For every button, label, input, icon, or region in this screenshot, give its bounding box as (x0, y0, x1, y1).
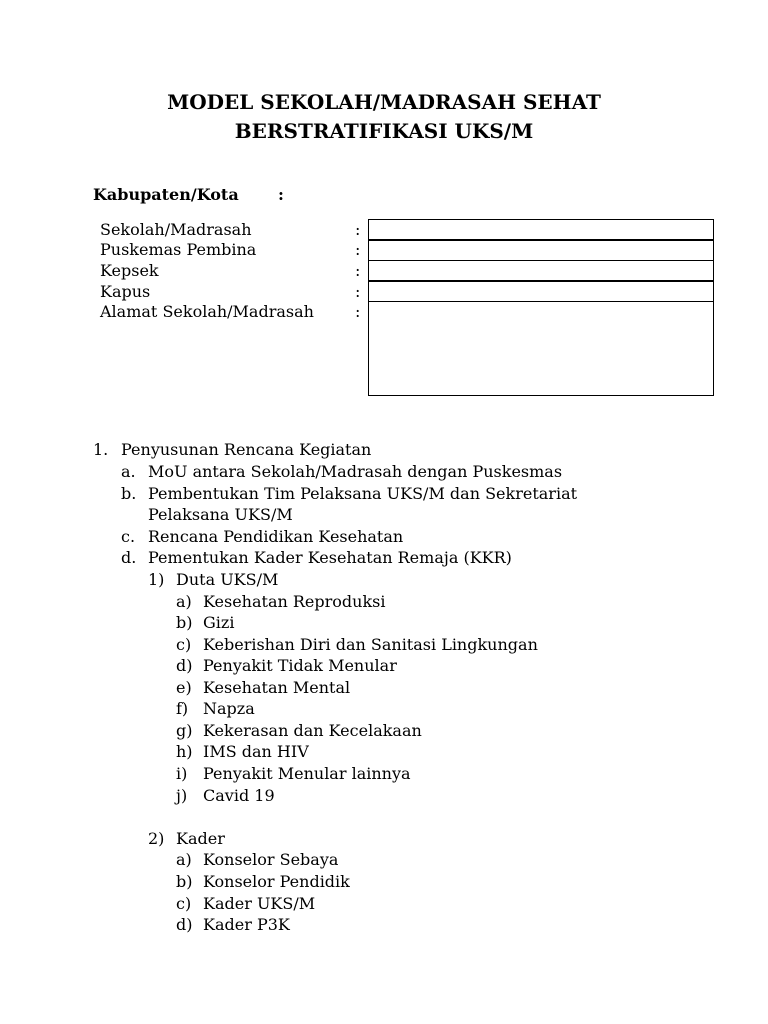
section-title: Penyusunan Rencana Kegiatan (121, 440, 372, 459)
list-item: Gizi (203, 613, 235, 632)
list-marker: c. (121, 527, 136, 546)
kabupaten-colon: : (278, 185, 284, 204)
field-label-kapus: Kapus (100, 282, 151, 301)
list-marker: e) (176, 678, 192, 697)
list-item: Cavid 19 (203, 786, 275, 805)
list-marker: a. (121, 462, 136, 481)
list-marker: b) (176, 613, 193, 632)
field-colon-alamat: : (355, 302, 361, 321)
list-marker: b. (121, 484, 137, 503)
list-item: Keberishan Diri dan Sanitasi Lingkungan (203, 635, 538, 654)
field-colon-sekolah: : (355, 220, 361, 239)
list-item: Rencana Pendidikan Kesehatan (148, 527, 404, 546)
list-item: Konselor Pendidik (203, 872, 350, 891)
list-item: Kesehatan Reproduksi (203, 592, 386, 611)
field-label-puskesmas: Puskemas Pembina (100, 240, 257, 259)
list-marker: d. (121, 548, 137, 567)
list-marker: c) (176, 635, 192, 654)
list-item: Konselor Sebaya (203, 850, 339, 869)
list-marker: i) (176, 764, 188, 783)
list-marker: f) (176, 699, 189, 718)
puskesmas-field[interactable] (368, 240, 714, 261)
field-colon-kapus: : (355, 282, 361, 301)
list-marker: g) (176, 721, 193, 740)
field-colon-puskesmas: : (355, 240, 361, 259)
list-item: Pementukan Kader Kesehatan Remaja (KKR) (148, 548, 512, 567)
field-label-alamat: Alamat Sekolah/Madrasah (100, 302, 314, 321)
list-item: Kesehatan Mental (203, 678, 351, 697)
list-item: Penyakit Menular lainnya (203, 764, 411, 783)
list-marker: b) (176, 872, 193, 891)
list-marker: a) (176, 850, 192, 869)
kepsek-field[interactable] (368, 260, 714, 281)
field-label-kepsek: Kepsek (100, 261, 159, 280)
list-marker: a) (176, 592, 192, 611)
sublist-marker: 1) (148, 570, 165, 589)
list-item: Kader UKS/M (203, 894, 316, 913)
list-marker: c) (176, 894, 192, 913)
list-marker: d) (176, 656, 193, 675)
list-item: MoU antara Sekolah/Madrasah dengan Puskesmas (148, 462, 563, 481)
list-marker: h) (176, 742, 193, 761)
sublist-title: Kader (176, 829, 225, 848)
sekolah-field[interactable] (368, 219, 714, 240)
list-marker: j) (176, 786, 188, 805)
sublist-title: Duta UKS/M (176, 570, 279, 589)
list-item: Kekerasan dan Kecelakaan (203, 721, 422, 740)
list-item: Pembentukan Tim Pelaksana UKS/M dan Sekretariat (148, 484, 578, 503)
kabupaten-label: Kabupaten/Kota (93, 185, 239, 204)
list-marker: d) (176, 915, 193, 934)
list-item: Kader P3K (203, 915, 290, 934)
kapus-field[interactable] (368, 281, 714, 302)
list-item: Napza (203, 699, 255, 718)
alamat-field[interactable] (368, 301, 714, 396)
document-title-line-2: BERSTRATIFIKASI UKS/M (234, 119, 534, 143)
list-item: Penyakit Tidak Menular (203, 656, 397, 675)
field-colon-kepsek: : (355, 261, 361, 280)
sublist-marker: 2) (148, 829, 165, 848)
list-item-continuation: Pelaksana UKS/M (148, 505, 293, 524)
document-title-line-1: MODEL SEKOLAH/MADRASAH SEHAT (167, 90, 601, 114)
field-label-sekolah: Sekolah/Madrasah (100, 220, 252, 239)
list-item: IMS dan HIV (203, 742, 309, 761)
section-number: 1. (93, 440, 109, 459)
